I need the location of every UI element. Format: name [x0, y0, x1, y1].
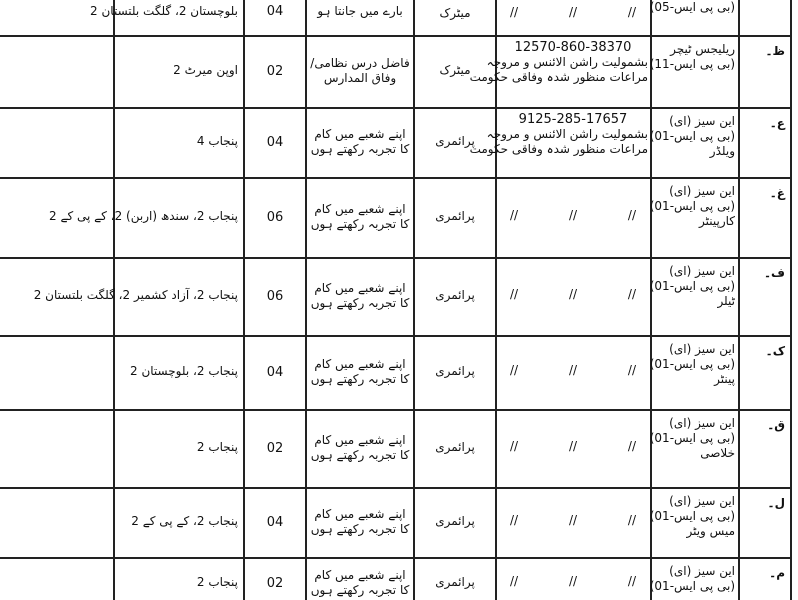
ditto-mark: //	[510, 439, 519, 453]
seat-count: 02	[266, 441, 284, 456]
text-line: مراعات منظور شدہ وفاقی حکومت	[469, 70, 648, 84]
ditto-mark: //	[627, 513, 636, 527]
pay-scale	[498, 287, 648, 302]
ditto-mark: //	[568, 363, 578, 377]
text-line: ریلیجس ٹیچر	[670, 42, 735, 56]
column-divider	[413, 0, 415, 600]
text-line: مراعات منظور شدہ وفاقی حکومت	[469, 142, 648, 156]
serial-number: ع۔	[769, 116, 785, 130]
text-line: (بی پی ایس-01)	[649, 431, 735, 445]
text-line: این سیز (ای)	[669, 416, 735, 430]
qualification: پرائمری	[435, 575, 475, 589]
row-divider	[0, 107, 790, 109]
serial-number: ف۔	[764, 266, 785, 280]
text-line: اپنے شعبے میں کام	[314, 127, 406, 141]
column-divider	[243, 0, 245, 600]
experience	[308, 4, 412, 19]
pay-scale	[498, 208, 648, 223]
experience	[308, 202, 412, 232]
text-line: اپنے شعبے میں کام	[314, 281, 406, 295]
serial-number: ظ۔	[765, 44, 785, 58]
column-divider	[738, 0, 740, 600]
experience	[308, 433, 412, 463]
pay-scale-numbers: 9125-285-17657	[518, 112, 628, 127]
text-line: کا تجربہ رکھتے ہوں	[310, 142, 410, 156]
post-title	[649, 114, 735, 159]
post-title	[649, 0, 735, 15]
qualification: پرائمری	[435, 514, 475, 528]
text-line: بشمولیت راشن الائنس و مروجہ	[486, 127, 648, 141]
serial-number: م۔	[769, 566, 785, 580]
text-line: کا تجربہ رکھتے ہوں	[310, 583, 410, 597]
qualification: پرائمری	[435, 209, 475, 223]
serial-number: ک۔	[765, 344, 785, 358]
text-line: ٹیلر	[717, 294, 735, 308]
pay-scale	[469, 112, 648, 157]
row-divider	[0, 557, 790, 559]
text-line: (بی پی ایس-01)	[649, 357, 735, 371]
text-line: بارے میں جانتا ہو	[317, 4, 403, 18]
text-line: این سیز (ای)	[669, 264, 735, 278]
ditto-mark: //	[510, 208, 519, 222]
qualification: پرائمری	[435, 440, 475, 454]
column-divider	[790, 0, 792, 600]
text-line: کا تجربہ رکھتے ہوں	[310, 296, 410, 310]
text-line: کا تجربہ رکھتے ہوں	[310, 522, 410, 536]
text-line: (بی پی ایس-01)	[649, 509, 735, 523]
row-divider	[0, 409, 790, 411]
seat-count: 04	[266, 4, 284, 19]
ditto-mark: //	[510, 513, 519, 527]
ditto-mark: //	[627, 439, 636, 453]
ditto-mark: //	[568, 287, 578, 301]
ditto-marks	[498, 5, 648, 20]
text-line: (بی پی ایس-01)	[649, 579, 735, 593]
qualification: پرائمری	[435, 134, 475, 148]
pay-scale	[498, 439, 648, 454]
text-line: اپنے شعبے میں کام	[314, 202, 406, 216]
experience	[308, 56, 412, 86]
serial-number: ق۔	[767, 418, 785, 432]
ditto-mark: //	[627, 208, 636, 222]
row-divider	[0, 487, 790, 489]
post-title	[649, 264, 735, 309]
ditto-marks	[498, 513, 648, 528]
qualification: پرائمری	[435, 288, 475, 302]
pay-scale	[469, 40, 648, 85]
quota-distribution: پنجاب 4	[196, 134, 238, 148]
ditto-mark: //	[627, 363, 636, 377]
pay-scale	[498, 574, 648, 589]
qualification: پرائمری	[435, 364, 475, 378]
quota-distribution: پنجاب 2	[196, 440, 238, 454]
pay-scale	[498, 513, 648, 528]
ditto-mark: //	[627, 574, 636, 588]
text-line: اپنے شعبے میں کام	[314, 507, 406, 521]
ditto-marks	[498, 287, 648, 302]
post-title	[649, 42, 735, 72]
ditto-mark: //	[510, 287, 519, 301]
seat-count: 04	[266, 515, 284, 530]
text-line: ویلڈر	[709, 144, 735, 158]
experience	[308, 357, 412, 387]
post-title	[649, 184, 735, 229]
pay-scale	[498, 5, 648, 20]
serial-number: غ۔	[769, 186, 785, 200]
text-line: پینٹر	[714, 372, 735, 386]
seat-count: 02	[266, 64, 284, 79]
row-divider	[0, 257, 790, 259]
post-title	[649, 342, 735, 387]
text-line: خلاصی	[700, 446, 735, 460]
ditto-mark: //	[568, 574, 578, 588]
ditto-mark: //	[510, 5, 519, 19]
ditto-mark: //	[568, 513, 578, 527]
ditto-mark: //	[568, 208, 578, 222]
ditto-marks	[498, 363, 648, 378]
seat-count: 02	[266, 576, 284, 591]
seat-count: 04	[266, 365, 284, 380]
post-title	[649, 416, 735, 461]
text-line: بشمولیت راشن الائنس و مروجہ	[486, 55, 648, 69]
text-line: اپنے شعبے میں کام	[314, 568, 406, 582]
text-line: (بی پی ایس-01)	[649, 199, 735, 213]
seat-count: 04	[266, 135, 284, 150]
quota-distribution: پنجاب 2	[196, 575, 238, 589]
ditto-mark: //	[510, 574, 519, 588]
text-line: این سیز (ای)	[669, 564, 735, 578]
ditto-mark: //	[627, 287, 636, 301]
text-line: کارپینٹر	[699, 214, 735, 228]
ditto-marks	[498, 208, 648, 223]
ditto-mark: //	[510, 363, 519, 377]
column-divider	[305, 0, 307, 600]
quota-distribution: اوپن میرٹ 2	[173, 63, 238, 77]
quota-distribution: پنجاب 2، آزاد کشمیر 2، گلگت بلتستان 2	[33, 288, 238, 302]
pay-scale	[498, 363, 648, 378]
ditto-mark: //	[568, 5, 578, 19]
quota-distribution: پنجاب 2، کے پی کے 2	[131, 514, 238, 528]
text-line: فاضل درس نظامی/	[310, 56, 410, 70]
text-line: میس ویٹر	[686, 524, 735, 538]
post-title	[649, 564, 735, 594]
row-divider	[0, 35, 790, 37]
pay-scale-numbers: 12570-860-38370	[514, 40, 632, 55]
experience	[308, 568, 412, 598]
ditto-marks	[498, 574, 648, 589]
text-line: این سیز (ای)	[669, 342, 735, 356]
ditto-mark: //	[568, 439, 578, 453]
quota-distribution: پنجاب 2، سندھ (اربن) 2، کے پی کے 2	[48, 209, 238, 223]
text-line: کا تجربہ رکھتے ہوں	[310, 372, 410, 386]
column-divider	[495, 0, 497, 600]
quota-distribution: بلوچستان 2، گلگت بلتستان 2	[90, 4, 238, 18]
text-line: این سیز (ای)	[669, 494, 735, 508]
experience	[308, 507, 412, 537]
text-line: کا تجربہ رکھتے ہوں	[310, 448, 410, 462]
experience	[308, 127, 412, 157]
ditto-marks	[498, 439, 648, 454]
text-line: این سیز (ای)	[669, 184, 735, 198]
ditto-mark: //	[627, 5, 636, 19]
text-line: این سیز (ای)	[669, 114, 735, 128]
seat-count: 06	[266, 210, 284, 225]
post-title	[649, 494, 735, 539]
text-line: (بی پی ایس-05)	[649, 0, 735, 14]
serial-number: ل۔	[767, 496, 785, 510]
row-divider	[0, 335, 790, 337]
quota-distribution: پنجاب 2، بلوچستان 2	[130, 364, 238, 378]
row-divider	[0, 177, 790, 179]
text-line: (بی پی ایس-11)	[649, 57, 735, 71]
text-line: (بی پی ایس-01)	[649, 129, 735, 143]
text-line: کا تجربہ رکھتے ہوں	[310, 217, 410, 231]
text-line: اپنے شعبے میں کام	[314, 357, 406, 371]
text-line: (بی پی ایس-01)	[649, 279, 735, 293]
text-line: وفاق المدارس	[323, 71, 397, 85]
qualification: میٹرک	[439, 6, 471, 20]
text-line: اپنے شعبے میں کام	[314, 433, 406, 447]
seat-count: 06	[266, 289, 284, 304]
qualification: میٹرک	[439, 63, 471, 77]
experience	[308, 281, 412, 311]
